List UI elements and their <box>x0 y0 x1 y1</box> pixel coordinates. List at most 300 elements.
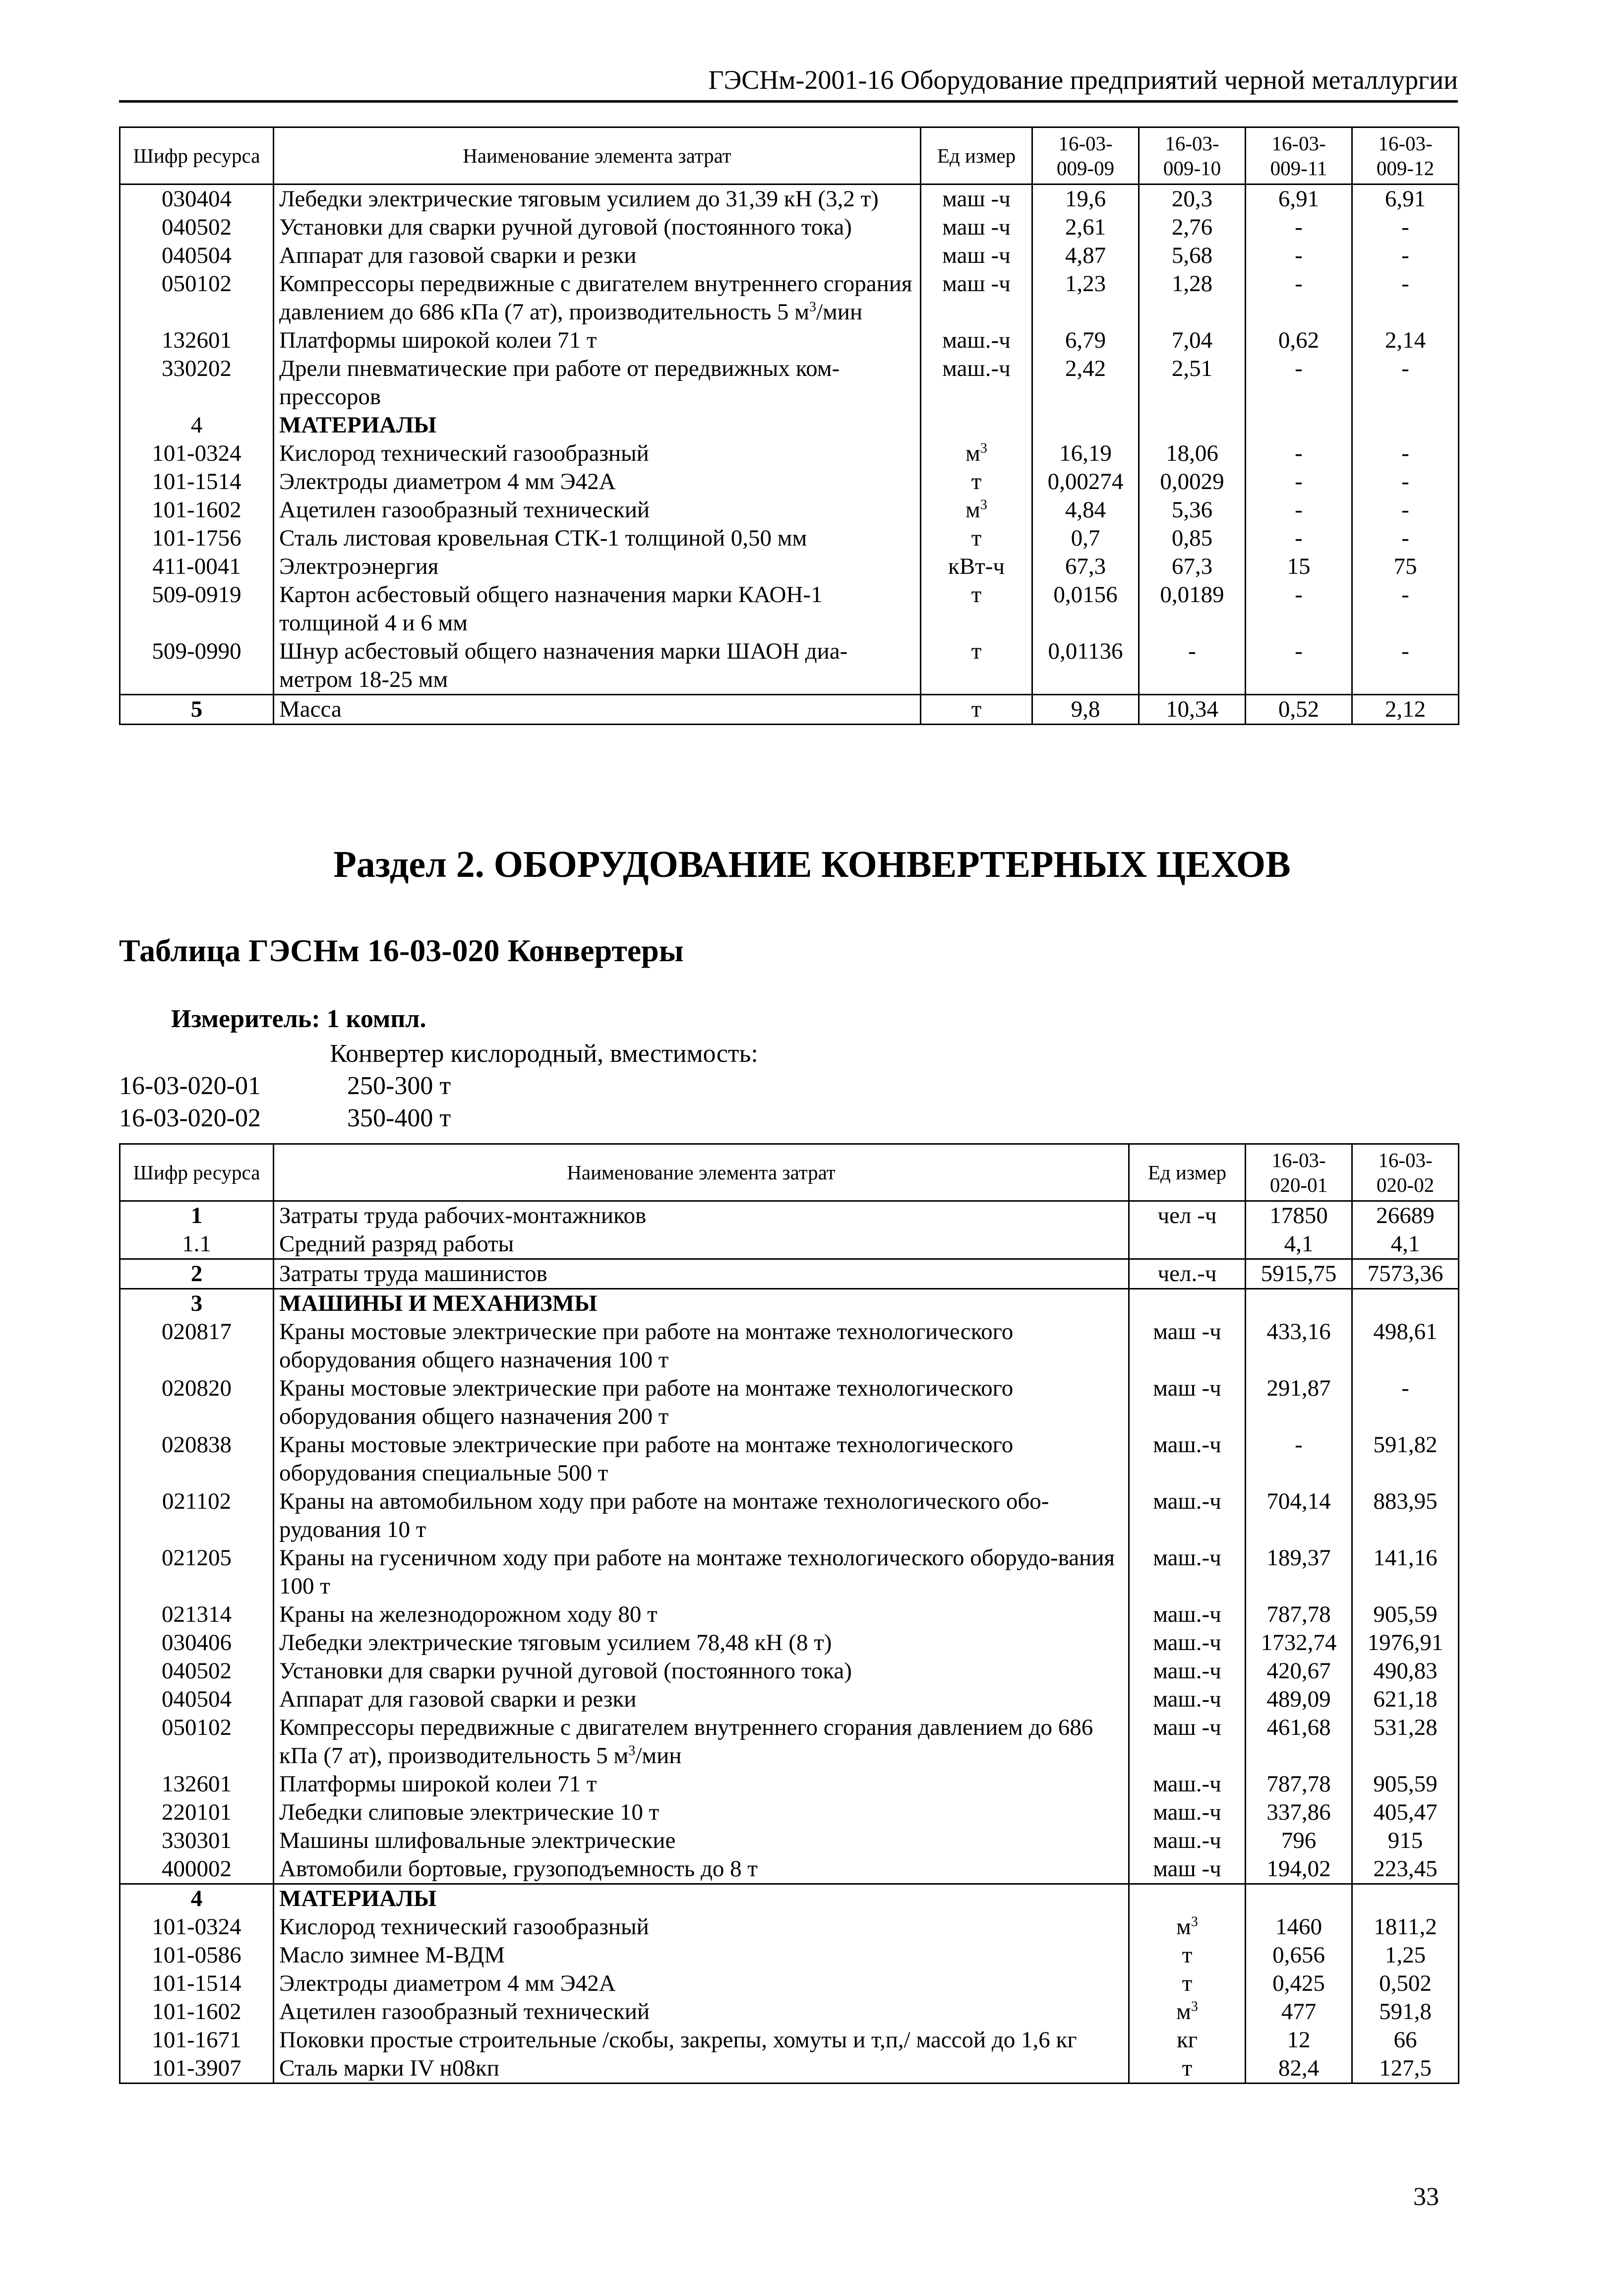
resource-code: 040504 <box>120 242 274 270</box>
value-cell: 4,1 <box>1246 1230 1352 1259</box>
value-cell: 19,6 <box>1032 184 1139 214</box>
table-row <box>120 2026 1459 2054</box>
column-header: 16-03- 009-12 <box>1352 127 1459 184</box>
value-cell: 141,16 <box>1352 1544 1459 1600</box>
table-row <box>120 1201 1459 1230</box>
table-row <box>120 552 1459 581</box>
unit-cell: маш.-ч <box>1129 1770 1246 1798</box>
value-cell: 420,67 <box>1246 1657 1352 1685</box>
resource-code: 021314 <box>120 1600 274 1629</box>
unit-cell <box>1129 1230 1246 1259</box>
resource-name: Ацетилен газообразный технический <box>274 496 921 524</box>
value-cell: 2,76 <box>1139 213 1246 242</box>
table-row <box>120 637 1459 695</box>
value-cell: 0,7 <box>1032 524 1139 552</box>
table-row <box>120 1685 1459 1714</box>
resource-name: Средний разряд работы <box>274 1230 1129 1259</box>
value-cell: 621,18 <box>1352 1685 1459 1714</box>
unit-cell: маш -ч <box>921 184 1032 214</box>
value-cell: 67,3 <box>1139 552 1246 581</box>
unit-cell: маш -ч <box>921 242 1032 270</box>
table-row <box>120 581 1459 637</box>
value-cell: 591,82 <box>1352 1431 1459 1487</box>
resource-name: Компрессоры передвижные с двигателем внутреннего сгорания давлением до 686 кПа (7 ат), производительность 5 $м^3$/мин <box>274 1714 1129 1770</box>
variant-capacity: 350-400 т <box>347 1104 451 1132</box>
value-cell: 489,09 <box>1246 1685 1352 1714</box>
table-row <box>120 524 1459 552</box>
column-header: Шифр ресурса <box>120 1144 274 1201</box>
variant-code: 16-03-020-02 <box>119 1104 261 1132</box>
resource-table-020 <box>119 1143 1459 2084</box>
resource-name: МАТЕРИАЛЫ <box>274 1884 1129 1913</box>
value-cell: 26689 <box>1352 1201 1459 1230</box>
value-cell: 461,68 <box>1246 1714 1352 1770</box>
value-cell: - <box>1246 524 1352 552</box>
unit-cell: т <box>921 637 1032 695</box>
resource-code: 330301 <box>120 1827 274 1855</box>
table-row <box>120 242 1459 270</box>
value-cell: 591,8 <box>1352 1998 1459 2026</box>
table-row <box>120 326 1459 355</box>
variant-row <box>119 1071 451 1101</box>
value-cell <box>1352 1289 1459 1318</box>
resource-code: 400002 <box>120 1855 274 1884</box>
resource-code: 101-1602 <box>120 496 274 524</box>
table-row <box>120 468 1459 496</box>
value-cell: 1,28 <box>1139 270 1246 326</box>
value-cell: 787,78 <box>1246 1770 1352 1798</box>
resource-name: Лебедки электрические тяговым усилием 78,48 кН (8 т) <box>274 1629 1129 1657</box>
resource-code: 3 <box>120 1289 274 1318</box>
resource-name: Аппарат для газовой сварки и резки <box>274 242 921 270</box>
unit-cell: маш.-ч <box>1129 1629 1246 1657</box>
unit-cell: чел.-ч <box>1129 1259 1246 1289</box>
resource-code: 132601 <box>120 326 274 355</box>
resource-name: Электроды диаметром 4 мм Э42А <box>274 468 921 496</box>
page-number: 33 <box>1413 2183 1439 2211</box>
table-row <box>120 1657 1459 1685</box>
table-row <box>120 1798 1459 1827</box>
resource-code: 021205 <box>120 1544 274 1600</box>
resource-name: Поковки простые строительные /скобы, закрепы, хомуты и т,п,/ массой до 1,6 кг <box>274 2026 1129 2054</box>
unit-cell: маш.-ч <box>1129 1544 1246 1600</box>
value-cell: 7,04 <box>1139 326 1246 355</box>
value-cell: 20,3 <box>1139 184 1246 214</box>
unit-cell: $м^3$ <box>1129 1913 1246 1941</box>
table-row <box>120 1941 1459 1969</box>
resource-code: 020817 <box>120 1318 274 1374</box>
value-cell: 1,25 <box>1352 1941 1459 1969</box>
unit-cell: маш.-ч <box>1129 1600 1246 1629</box>
resource-code: 132601 <box>120 1770 274 1798</box>
resource-code: 101-1514 <box>120 1969 274 1998</box>
value-cell: 5915,75 <box>1246 1259 1352 1289</box>
value-cell: 1811,2 <box>1352 1913 1459 1941</box>
value-cell: 0,425 <box>1246 1969 1352 1998</box>
value-cell: 4,1 <box>1352 1230 1459 1259</box>
value-cell: - <box>1246 355 1352 411</box>
unit-cell: т <box>1129 1941 1246 1969</box>
value-cell: 66 <box>1352 2026 1459 2054</box>
value-cell: 1460 <box>1246 1913 1352 1941</box>
resource-name: Электроэнергия <box>274 552 921 581</box>
value-cell: 787,78 <box>1246 1600 1352 1629</box>
value-cell: 15 <box>1246 552 1352 581</box>
table-heading: Таблица ГЭСНм 16-03-020 Конвертеры <box>119 933 684 968</box>
value-cell: 883,95 <box>1352 1487 1459 1544</box>
resource-code: 4 <box>120 411 274 439</box>
resource-code: 5 <box>120 695 274 725</box>
resource-code: 220101 <box>120 1798 274 1827</box>
value-cell: 0,62 <box>1246 326 1352 355</box>
table-row <box>120 1827 1459 1855</box>
resource-table-009 <box>119 126 1459 725</box>
table-row <box>120 184 1459 214</box>
resource-name: Картон асбестовый общего назначения марки КАОН-1 толщиной 4 и 6 мм <box>274 581 921 637</box>
value-cell: 905,59 <box>1352 1770 1459 1798</box>
value-cell: - <box>1352 213 1459 242</box>
value-cell: - <box>1352 637 1459 695</box>
unit-cell: маш -ч <box>921 270 1032 326</box>
unit-cell: т <box>921 468 1032 496</box>
unit-cell <box>1129 1289 1246 1318</box>
value-cell: - <box>1352 242 1459 270</box>
value-cell: 2,61 <box>1032 213 1139 242</box>
resource-code: 101-1671 <box>120 2026 274 2054</box>
resource-name: Дрели пневматические при работе от передвижных ком-прессоров <box>274 355 921 411</box>
table-row <box>120 1714 1459 1770</box>
column-header: Ед измер <box>921 127 1032 184</box>
value-cell: 12 <box>1246 2026 1352 2054</box>
value-cell: 4,84 <box>1032 496 1139 524</box>
resource-name: Сталь листовая кровельная СТК-1 толщиной 0,50 мм <box>274 524 921 552</box>
value-cell: 405,47 <box>1352 1798 1459 1827</box>
resource-code: 509-0919 <box>120 581 274 637</box>
value-cell: 7573,36 <box>1352 1259 1459 1289</box>
resource-name: Краны на гусеничном ходу при работе на монтаже технологического оборудо-вания 100 т <box>274 1544 1129 1600</box>
resource-name: Краны мостовые электрические при работе на монтаже технологического оборудования общего назначения 200 т <box>274 1374 1129 1431</box>
unit-cell: т <box>921 524 1032 552</box>
resource-name: Краны на автомобильном ходу при работе на монтаже технологического обо-рудования 10 т <box>274 1487 1129 1544</box>
resource-name: Масса <box>274 695 921 725</box>
value-cell: 0,52 <box>1246 695 1352 725</box>
column-header: 16-03- 020-02 <box>1352 1144 1459 1201</box>
table-row <box>120 1998 1459 2026</box>
value-cell: - <box>1139 637 1246 695</box>
value-cell: 16,19 <box>1032 439 1139 468</box>
resource-code: 040504 <box>120 1685 274 1714</box>
value-cell: - <box>1246 581 1352 637</box>
table-row <box>120 1855 1459 1884</box>
resource-code: 040502 <box>120 213 274 242</box>
value-cell <box>1352 411 1459 439</box>
table-row <box>120 1770 1459 1798</box>
resource-code: 040502 <box>120 1657 274 1685</box>
table-row <box>120 695 1459 725</box>
resource-name: Масло зимнее М-ВДМ <box>274 1941 1129 1969</box>
resource-name: Краны мостовые электрические при работе на монтаже технологического оборудования специальные 500 т <box>274 1431 1129 1487</box>
table-row <box>120 1487 1459 1544</box>
table-row <box>120 1230 1459 1259</box>
table-row <box>120 213 1459 242</box>
resource-name: Аппарат для газовой сварки и резки <box>274 1685 1129 1714</box>
table-row <box>120 1374 1459 1431</box>
table-row <box>120 1600 1459 1629</box>
value-cell <box>1032 411 1139 439</box>
value-cell: - <box>1352 524 1459 552</box>
unit-cell: $м^3$ <box>921 439 1032 468</box>
resource-code: 411-0041 <box>120 552 274 581</box>
value-cell: 17850 <box>1246 1201 1352 1230</box>
resource-code: 101-0586 <box>120 1941 274 1969</box>
variant-capacity: 250-300 т <box>347 1072 451 1100</box>
resource-code: 021102 <box>120 1487 274 1544</box>
column-header: 16-03- 009-09 <box>1032 127 1139 184</box>
resource-name: МАШИНЫ И МЕХАНИЗМЫ <box>274 1289 1129 1318</box>
value-cell: - <box>1352 581 1459 637</box>
meter-label: Измеритель: <box>171 1005 320 1033</box>
resource-code: 330202 <box>120 355 274 411</box>
table-row <box>120 355 1459 411</box>
value-cell: 0,01136 <box>1032 637 1139 695</box>
unit-cell: маш -ч <box>1129 1318 1246 1374</box>
resource-code: 4 <box>120 1884 274 1913</box>
resource-name: Лебедки электрические тяговым усилием до 31,39 кН (3,2 т) <box>274 184 921 214</box>
unit-cell: маш -ч <box>921 213 1032 242</box>
resource-name: Шнур асбестовый общего назначения марки ШАОН диа-метром 18-25 мм <box>274 637 921 695</box>
resource-name: Платформы широкой колеи 71 т <box>274 1770 1129 1798</box>
resource-name: Сталь марки IV н08кп <box>274 2054 1129 2084</box>
resource-name: Кислород технический газообразный <box>274 439 921 468</box>
column-header: 16-03- 009-10 <box>1139 127 1246 184</box>
resource-name: Автомобили бортовые, грузоподъемность до 8 т <box>274 1855 1129 1884</box>
value-cell: 477 <box>1246 1998 1352 2026</box>
meter-line <box>171 1004 426 1034</box>
table-row <box>120 1259 1459 1289</box>
unit-cell: т <box>921 581 1032 637</box>
value-cell: 0,0189 <box>1139 581 1246 637</box>
value-cell: 498,61 <box>1352 1318 1459 1374</box>
value-cell <box>1139 411 1246 439</box>
table-row <box>120 439 1459 468</box>
value-cell: 0,502 <box>1352 1969 1459 1998</box>
resource-name: Краны мостовые электрические при работе на монтаже технологического оборудования общего назначения 100 т <box>274 1318 1129 1374</box>
resource-name: Платформы широкой колеи 71 т <box>274 326 921 355</box>
value-cell: 1,23 <box>1032 270 1139 326</box>
table-row <box>120 1318 1459 1374</box>
value-cell: 337,86 <box>1246 1798 1352 1827</box>
value-cell: - <box>1352 1374 1459 1431</box>
unit-cell: маш -ч <box>1129 1855 1246 1884</box>
table-row <box>120 1913 1459 1941</box>
resource-code: 101-0324 <box>120 1913 274 1941</box>
value-cell: 291,87 <box>1246 1374 1352 1431</box>
resource-name: Затраты труда машинистов <box>274 1259 1129 1289</box>
value-cell <box>1246 1289 1352 1318</box>
value-cell: 6,91 <box>1246 184 1352 214</box>
table-row <box>120 1884 1459 1913</box>
unit-cell: маш.-ч <box>1129 1657 1246 1685</box>
resource-code: 020820 <box>120 1374 274 1431</box>
running-header: ГЭСНм-2001-16 Оборудование предприятий черной металлургии <box>119 64 1458 103</box>
resource-code: 101-1756 <box>120 524 274 552</box>
unit-cell: т <box>921 695 1032 725</box>
value-cell: 0,0029 <box>1139 468 1246 496</box>
value-cell: 5,68 <box>1139 242 1246 270</box>
value-cell: 0,656 <box>1246 1941 1352 1969</box>
unit-cell: маш -ч <box>1129 1374 1246 1431</box>
variant-code: 16-03-020-01 <box>119 1072 261 1100</box>
table-row <box>120 496 1459 524</box>
resource-name: Машины шлифовальные электрические <box>274 1827 1129 1855</box>
table-row <box>120 1289 1459 1318</box>
table-row <box>120 270 1459 326</box>
value-cell: - <box>1352 439 1459 468</box>
value-cell: - <box>1352 270 1459 326</box>
value-cell: - <box>1246 1431 1352 1487</box>
value-cell: 796 <box>1246 1827 1352 1855</box>
resource-code: 030406 <box>120 1629 274 1657</box>
unit-cell <box>1129 1884 1246 1913</box>
resource-code: 030404 <box>120 184 274 214</box>
meter-value: 1 компл. <box>326 1005 426 1033</box>
variant-row <box>119 1104 451 1133</box>
unit-cell: т <box>1129 1969 1246 1998</box>
value-cell <box>1246 1884 1352 1913</box>
resource-code: 1.1 <box>120 1230 274 1259</box>
unit-cell: маш.-ч <box>921 355 1032 411</box>
value-cell: 127,5 <box>1352 2054 1459 2084</box>
value-cell: - <box>1352 468 1459 496</box>
table-row <box>120 411 1459 439</box>
value-cell: - <box>1246 242 1352 270</box>
value-cell: 6,91 <box>1352 184 1459 214</box>
unit-cell: т <box>1129 2054 1246 2084</box>
resource-name: Компрессоры передвижные с двигателем внутреннего сгорания давлением до 686 кПа (7 ат), производительность 5 $м^3$/мин <box>274 270 921 326</box>
value-cell: 223,45 <box>1352 1855 1459 1884</box>
value-cell: 5,36 <box>1139 496 1246 524</box>
value-cell: 67,3 <box>1032 552 1139 581</box>
resource-code: 101-1514 <box>120 468 274 496</box>
unit-cell: чел -ч <box>1129 1201 1246 1230</box>
resource-code: 050102 <box>120 270 274 326</box>
unit-cell: маш.-ч <box>921 326 1032 355</box>
value-cell: 704,14 <box>1246 1487 1352 1544</box>
value-cell: - <box>1352 496 1459 524</box>
table-row <box>120 2054 1459 2084</box>
unit-cell: маш.-ч <box>1129 1827 1246 1855</box>
value-cell: 0,85 <box>1139 524 1246 552</box>
resource-name: Установки для сварки ручной дуговой (постоянного тока) <box>274 213 921 242</box>
resource-name: Кислород технический газообразный <box>274 1913 1129 1941</box>
resource-name: Электроды диаметром 4 мм Э42А <box>274 1969 1129 1998</box>
column-header: Ед измер <box>1129 1144 1246 1201</box>
value-cell: - <box>1246 468 1352 496</box>
resource-code: 101-3907 <box>120 2054 274 2084</box>
resource-name: Установки для сварки ручной дуговой (постоянного тока) <box>274 1657 1129 1685</box>
resource-code: 509-0990 <box>120 637 274 695</box>
resource-code: 1 <box>120 1201 274 1230</box>
value-cell: - <box>1246 496 1352 524</box>
unit-cell: маш.-ч <box>1129 1685 1246 1714</box>
column-header: 16-03- 020-01 <box>1246 1144 1352 1201</box>
value-cell: - <box>1246 213 1352 242</box>
resource-code: 050102 <box>120 1714 274 1770</box>
unit-cell: $м^3$ <box>1129 1998 1246 2026</box>
column-header: Шифр ресурса <box>120 127 274 184</box>
value-cell: 10,34 <box>1139 695 1246 725</box>
unit-cell: маш.-ч <box>1129 1798 1246 1827</box>
value-cell: 915 <box>1352 1827 1459 1855</box>
value-cell: 0,0156 <box>1032 581 1139 637</box>
table-header-row <box>120 127 1459 184</box>
column-header: Наименование элемента затрат <box>274 1144 1129 1201</box>
unit-cell: кг <box>1129 2026 1246 2054</box>
value-cell: 2,14 <box>1352 326 1459 355</box>
unit-cell <box>921 411 1032 439</box>
value-cell: - <box>1246 270 1352 326</box>
value-cell: 531,28 <box>1352 1714 1459 1770</box>
table-row <box>120 1431 1459 1487</box>
value-cell: - <box>1246 637 1352 695</box>
section-heading: Раздел 2. ОБОРУДОВАНИЕ КОНВЕРТЕРНЫХ ЦЕХОВ <box>333 844 1291 885</box>
unit-cell: маш.-ч <box>1129 1487 1246 1544</box>
resource-name: Затраты труда рабочих-монтажников <box>274 1201 1129 1230</box>
value-cell: 189,37 <box>1246 1544 1352 1600</box>
value-cell: 194,02 <box>1246 1855 1352 1884</box>
value-cell: 18,06 <box>1139 439 1246 468</box>
value-cell: 4,87 <box>1032 242 1139 270</box>
variants-caption: Конвертер кислородный, вместимость: <box>330 1040 758 1068</box>
unit-cell: кВт-ч <box>921 552 1032 581</box>
column-header: 16-03- 009-11 <box>1246 127 1352 184</box>
unit-cell: маш -ч <box>1129 1714 1246 1770</box>
column-header: Наименование элемента затрат <box>274 127 921 184</box>
resource-code: 020838 <box>120 1431 274 1487</box>
value-cell: 0,00274 <box>1032 468 1139 496</box>
value-cell: 9,8 <box>1032 695 1139 725</box>
value-cell: 2,12 <box>1352 695 1459 725</box>
value-cell: - <box>1246 439 1352 468</box>
table-header-row <box>120 1144 1459 1201</box>
value-cell: 2,51 <box>1139 355 1246 411</box>
value-cell: 905,59 <box>1352 1600 1459 1629</box>
resource-code: 101-0324 <box>120 439 274 468</box>
value-cell: 1732,74 <box>1246 1629 1352 1657</box>
value-cell: 1976,91 <box>1352 1629 1459 1657</box>
value-cell: 82,4 <box>1246 2054 1352 2084</box>
resource-name: Ацетилен газообразный технический <box>274 1998 1129 2026</box>
table-row <box>120 1629 1459 1657</box>
resource-code: 101-1602 <box>120 1998 274 2026</box>
value-cell: - <box>1352 355 1459 411</box>
unit-cell: $м^3$ <box>921 496 1032 524</box>
resource-code: 2 <box>120 1259 274 1289</box>
resource-name: Краны на железнодорожном ходу 80 т <box>274 1600 1129 1629</box>
value-cell: 6,79 <box>1032 326 1139 355</box>
value-cell: 433,16 <box>1246 1318 1352 1374</box>
resource-name: Лебедки слиповые электрические 10 т <box>274 1798 1129 1827</box>
resource-name: МАТЕРИАЛЫ <box>274 411 921 439</box>
value-cell: 75 <box>1352 552 1459 581</box>
value-cell: 490,83 <box>1352 1657 1459 1685</box>
table-row <box>120 1969 1459 1998</box>
value-cell: 2,42 <box>1032 355 1139 411</box>
value-cell <box>1352 1884 1459 1913</box>
unit-cell: маш.-ч <box>1129 1431 1246 1487</box>
value-cell <box>1246 411 1352 439</box>
table-row <box>120 1544 1459 1600</box>
